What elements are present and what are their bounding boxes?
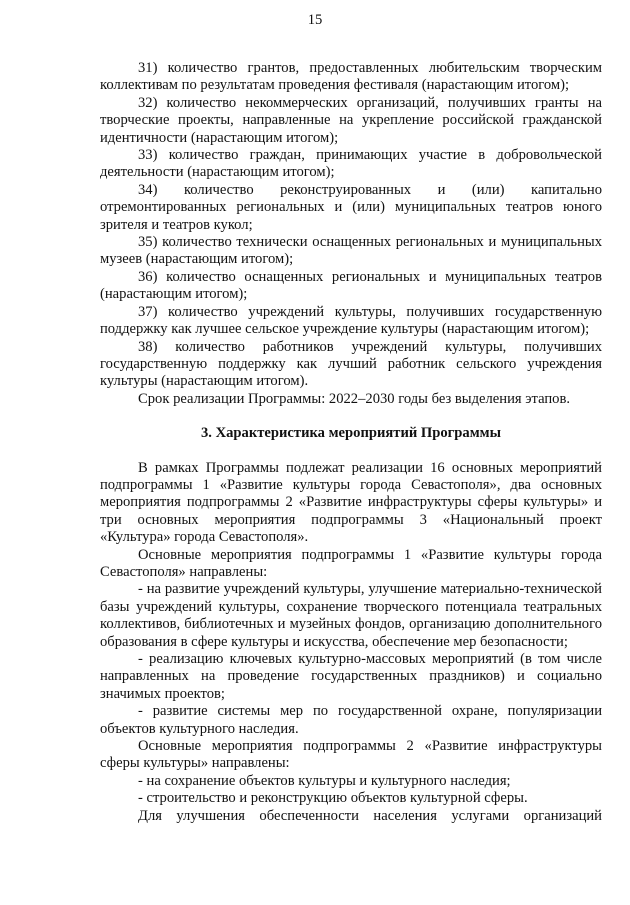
list-item: 36) количество оснащенных региональных и муниципальных театров (нарастающим итогом); <box>100 268 602 303</box>
list-item: 33) количество граждан, принимающих участие в добровольческой деятельности (нарастающим итогом); <box>100 147 602 181</box>
section-heading: 3. Характеристика мероприятий Программы <box>201 425 501 442</box>
list-item: 35) количество технически оснащенных региональных и муниципальных музеев (нарастающим итогом); <box>100 234 602 268</box>
paragraph: - реализацию ключевых культурно-массовых мероприятий (в том числе направленных на проведение государственных праздников) и социально значимых проектов; <box>100 651 602 702</box>
term-sentence: Срок реализации Программы: 2022–2030 годы без выделения этапов. <box>138 390 570 407</box>
paragraph: - развитие системы мер по государственной охране, популяризации объектов культурного наследия. <box>100 703 602 737</box>
list-item: 32) количество некоммерческих организаций, получивших гранты на творческие проекты, направленные на укрепление российской гражданской идентичности (нарастающим итогом); <box>100 94 602 146</box>
list-item: 31) количество грантов, предоставленных любительским творческим коллективам по результатам проведения фестиваля (нарастающим итогом); <box>100 60 602 94</box>
document-body <box>100 60 602 825</box>
list-item: 38) количество работников учреждений культуры, получивших государственную поддержку как лучший работник сельского учреждения культуры (нарастающим итогом). <box>100 338 602 390</box>
paragraph: - на развитие учреждений культуры, улучшение материально-технической базы учреждений культуры, сохранение творческого потенциала театральных коллективов, библиотечных и музейных фондов, организацию дополнительного образования в сфере культуры и искусства, обеспечение мер безопасности; <box>100 581 602 650</box>
paragraph: В рамках Программы подлежат реализации 16 основных мероприятий подпрограммы 1 «Развитие культуры города Севастополя», два основных мероприятия подпрограммы 2 «Развитие инфраструктуры сферы культуры» и три основных мероприятия подпрограммы 3 «Национальный проект «Культура» города Севастополя». <box>100 459 602 546</box>
paragraph: Основные мероприятия подпрограммы 1 «Развитие культуры города Севастополя» направлены: <box>100 546 602 580</box>
paragraph: Для улучшения обеспеченности населения услугами организаций <box>138 807 602 824</box>
paragraph: Основные мероприятия подпрограммы 2 «Развитие инфраструктуры сферы культуры» направлены: <box>100 738 602 772</box>
paragraph: - на сохранение объектов культуры и культурного наследия; <box>138 772 511 789</box>
list-item: 34) количество реконструированных и (или) капитально отремонтированных региональных и (или) муниципальных театров юного зрителя и театров кукол; <box>100 181 602 233</box>
paragraph: - строительство и реконструкцию объектов культурной сферы. <box>138 790 528 807</box>
page-number: 15 <box>307 12 323 28</box>
list-item: 37) количество учреждений культуры, получивших государственную поддержку как лучшее сельское учреждение культуры (нарастающим итогом); <box>100 303 602 338</box>
